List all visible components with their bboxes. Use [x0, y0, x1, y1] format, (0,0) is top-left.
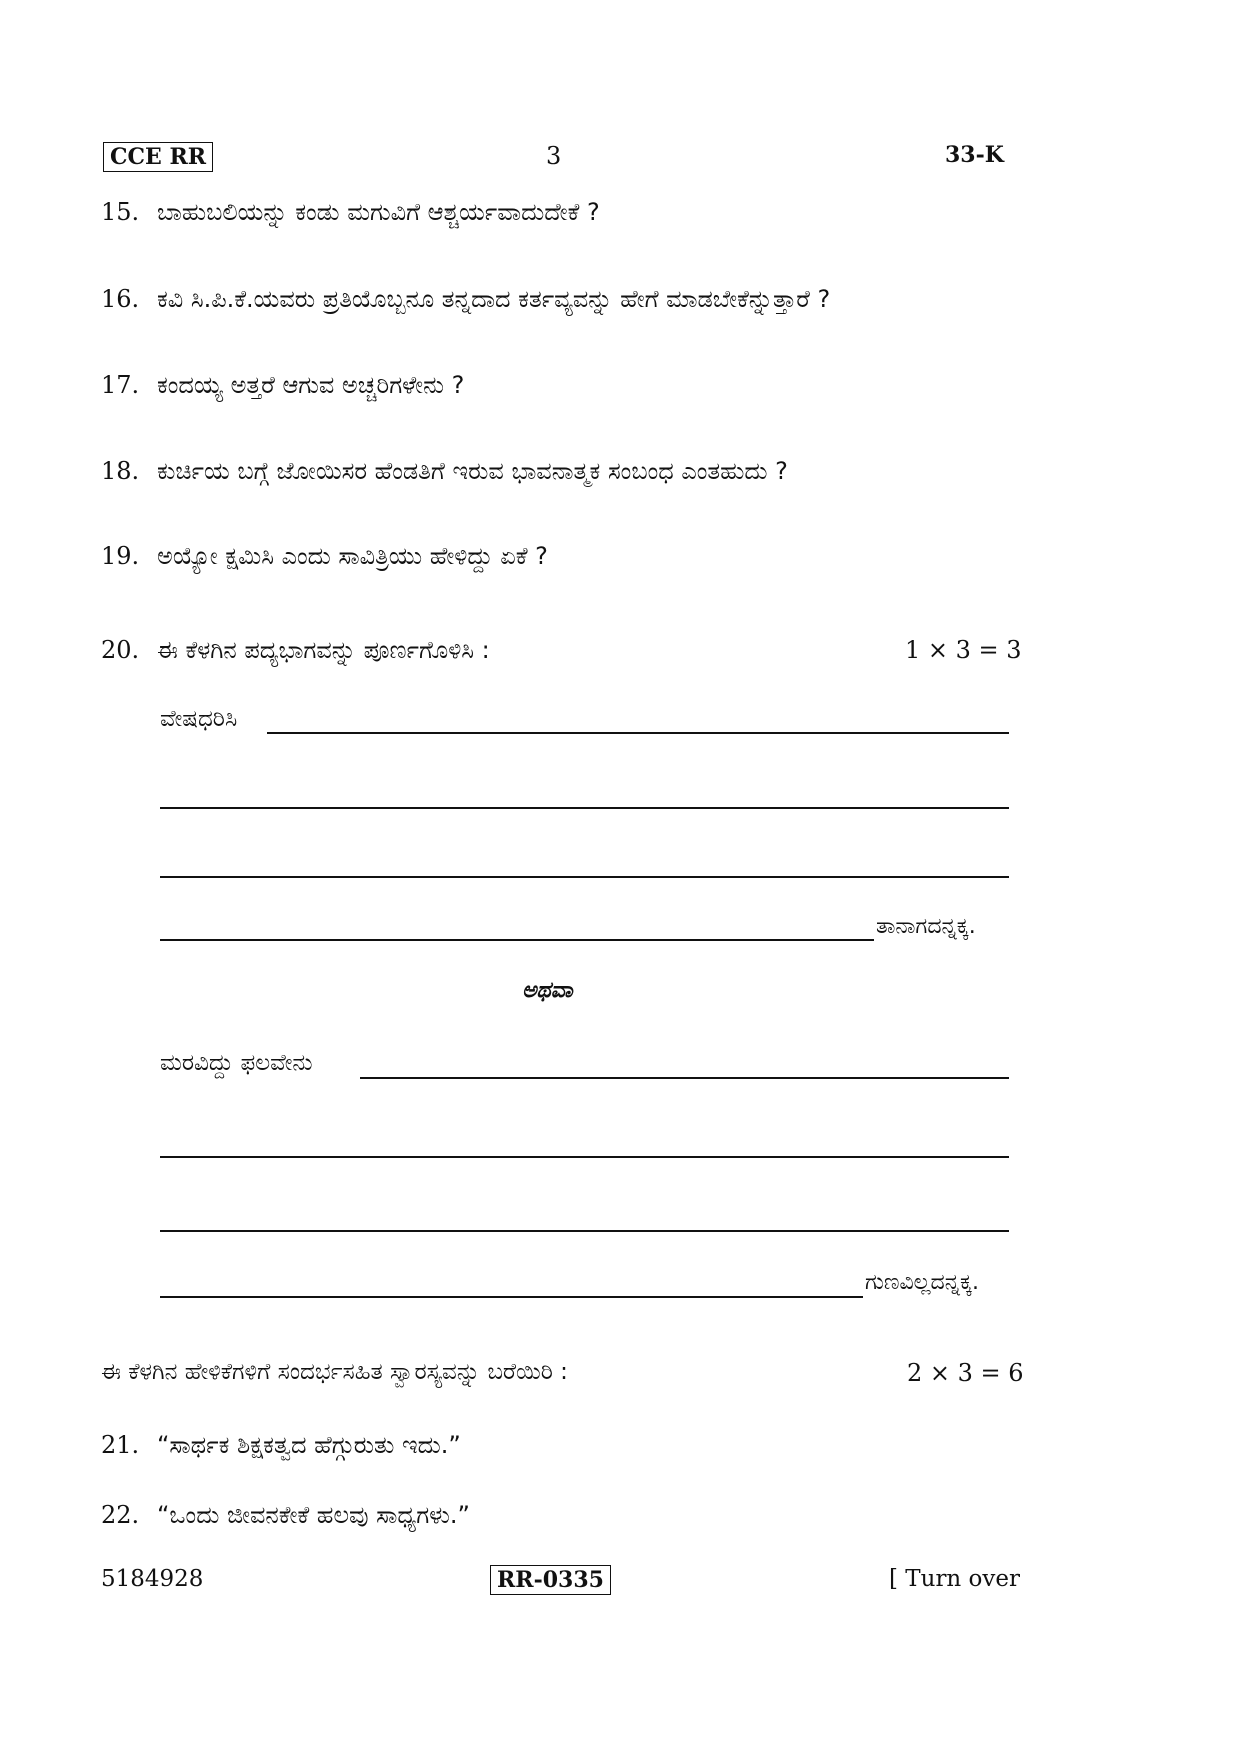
question-17 — [101, 371, 464, 399]
answer-line[interactable] — [160, 1296, 863, 1298]
turn-over-label: [ Turn over — [889, 1566, 1021, 1592]
question-text: ಬಾಹುಬಲಿಯನ್ನು ಕಂಡು ಮಗುವಿಗೆ ಆಶ್ಚರ್ಯವಾದುದೇಕೆ ? — [157, 198, 600, 226]
answer-line[interactable] — [267, 732, 1009, 734]
answer-line[interactable] — [360, 1077, 1009, 1079]
poem1-end-text: ತಾನಾಗದನ್ನಕ್ಕ. — [876, 914, 976, 939]
question-number: 16. — [101, 285, 140, 313]
question-number: 19. — [101, 542, 140, 570]
poem2-start-text: ಮರವಿದ್ದು ಫಲವೇನು — [160, 1050, 313, 1076]
question-21 — [101, 1431, 461, 1459]
question-20 — [101, 636, 490, 664]
question-15 — [101, 198, 600, 226]
q20-marks: 1 × 3 = 3 — [905, 636, 1022, 664]
question-22 — [101, 1501, 470, 1529]
question-number: 17. — [101, 371, 140, 399]
or-label: ಅಥವಾ — [522, 978, 573, 1003]
header-box-cce-rr: CCE RR — [103, 142, 213, 172]
poem1-start-text: ವೇಷಧರಿಸಿ — [160, 706, 238, 732]
question-number: 22. — [101, 1501, 140, 1529]
question-text: ಕಂದಯ್ಯ ಅತ್ತರೆ ಆಗುವ ಅಚ್ಚರಿಗಳೇನು ? — [157, 371, 465, 399]
question-number: 18. — [101, 457, 140, 485]
question-number: 15. — [101, 198, 140, 226]
paper-code: 33-K — [945, 142, 1004, 168]
section-instruction: ಈ ಕೆಳಗಿನ ಹೇಳಿಕೆಗಳಿಗೆ ಸಂದರ್ಭಸಹಿತ ಸ್ವಾರಸ್ಯವನ್ನು ಬರೆಯಿರಿ : — [101, 1359, 568, 1385]
footer-code-box: RR-0335 — [490, 1565, 611, 1595]
question-number: 21. — [101, 1431, 140, 1459]
footer-serial: 5184928 — [101, 1566, 204, 1592]
question-number: 20. — [101, 636, 140, 664]
answer-line[interactable] — [160, 876, 1009, 878]
question-text: ಈ ಕೆಳಗಿನ ಪದ್ಯಭಾಗವನ್ನು ಪೂರ್ಣಗೊಳಿಸಿ : — [157, 636, 490, 664]
question-16 — [101, 285, 830, 313]
question-text: “ಒಂದು ಜೀವನಕೇಕೆ ಹಲವು ಸಾಧ್ಯಗಳು.” — [157, 1501, 470, 1529]
answer-line[interactable] — [160, 807, 1009, 809]
question-text: ಕುರ್ಚಿಯ ಬಗ್ಗೆ ಜೋಯಿಸರ ಹೆಂಡತಿಗೆ ಇರುವ ಭಾವನಾತ್ಮಕ ಸಂಬಂಧ ಎಂತಹುದು ? — [157, 457, 788, 485]
question-text: ಕವಿ ಸಿ.ಪಿ.ಕೆ.ಯವರು ಪ್ರತಿಯೊಬ್ಬನೂ ತನ್ನದಾದ ಕರ್ತವ್ಯವನ್ನು ಹೇಗೆ ಮಾಡಬೇಕೆನ್ನುತ್ತಾರೆ ? — [157, 285, 831, 313]
answer-line[interactable] — [160, 939, 874, 941]
answer-line[interactable] — [160, 1156, 1009, 1158]
page-number: 3 — [546, 142, 562, 170]
question-18 — [101, 457, 788, 485]
question-text: “ಸಾರ್ಥಕ ಶಿಕ್ಷಕತ್ವದ ಹೆಗ್ಗುರುತು ಇದು.” — [157, 1431, 461, 1459]
question-text: ಅಯ್ಯೋ ಕ್ಷಮಿಸಿ ಎಂದು ಸಾವಿತ್ರಿಯು ಹೇಳಿದ್ದು ಏಕೆ ? — [157, 542, 548, 570]
question-19 — [101, 542, 548, 570]
answer-line[interactable] — [160, 1230, 1009, 1232]
section-marks: 2 × 3 = 6 — [907, 1359, 1024, 1387]
poem2-end-text: ಗುಣವಿಲ್ಲದನ್ನಕ್ಕ. — [865, 1270, 979, 1295]
